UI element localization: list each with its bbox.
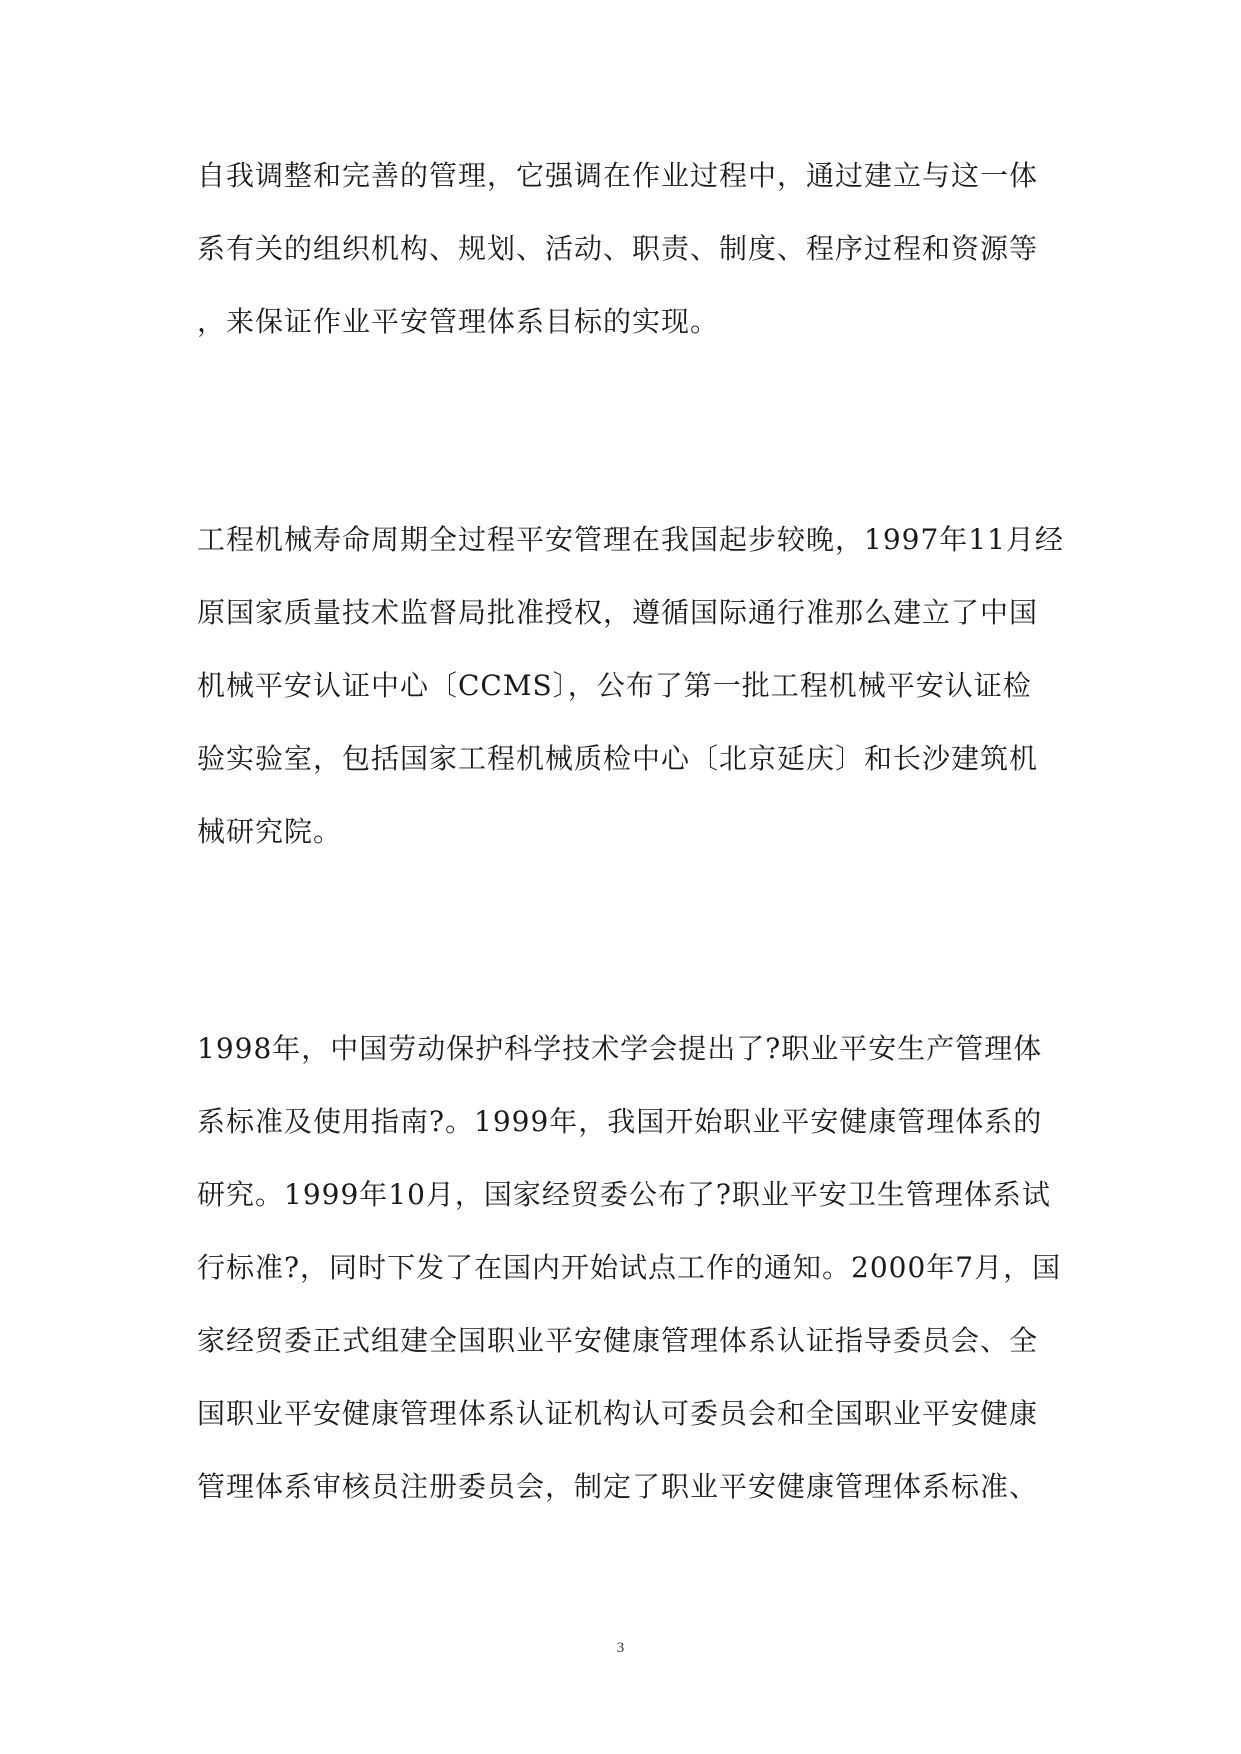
- paragraph-3-line-7: 管理体系审核员注册委员会，制定了职业平安健康管理体系标准、: [197, 1470, 1039, 1503]
- paragraph-3-line-6: 国职业平安健康管理体系认证机构认可委员会和全国职业平安健康: [197, 1397, 1039, 1430]
- paragraph-1-line-3: ，来保证作业平安管理体系目标的实现。: [197, 305, 720, 338]
- paragraph-2-line-3: 机械平安认证中心〔CCMS〕，公布了第一批工程机械平安认证检: [197, 669, 1032, 702]
- paragraph-2-line-1: 工程机械寿命周期全过程平安管理在我国起步较晚，1997年11月经: [197, 523, 1064, 556]
- paragraph-2-line-5: 械研究院。: [197, 815, 343, 848]
- paragraph-1-line-2: 系有关的组织机构、规划、活动、职责、制度、程序过程和资源等: [197, 232, 1039, 265]
- paragraph-1-line-1: 自我调整和完善的管理，它强调在作业过程中，通过建立与这一体: [197, 159, 1039, 192]
- paragraph-3-line-4: 行标准?，同时下发了在国内开始试点工作的通知。2000年7月，国: [197, 1251, 1062, 1284]
- paragraph-3-line-1: 1998年，中国劳动保护科学技术学会提出了?职业平安生产管理体: [197, 1032, 1043, 1065]
- paragraph-2-line-4: 验实验室，包括国家工程机械质检中心〔北京延庆〕和长沙建筑机: [197, 742, 1039, 775]
- paragraph-3-line-5: 家经贸委正式组建全国职业平安健康管理体系认证指导委员会、全: [197, 1324, 1039, 1357]
- paragraph-2-line-2: 原国家质量技术监督局批准授权，遵循国际通行准那么建立了中国: [197, 596, 1039, 629]
- paragraph-3-line-3: 研究。1999年10月，国家经贸委公布了?职业平安卫生管理体系试: [197, 1178, 1051, 1211]
- page-number: 3: [616, 1640, 625, 1656]
- paragraph-3-line-2: 系标准及使用指南?。1999年，我国开始职业平安健康管理体系的: [197, 1105, 1043, 1138]
